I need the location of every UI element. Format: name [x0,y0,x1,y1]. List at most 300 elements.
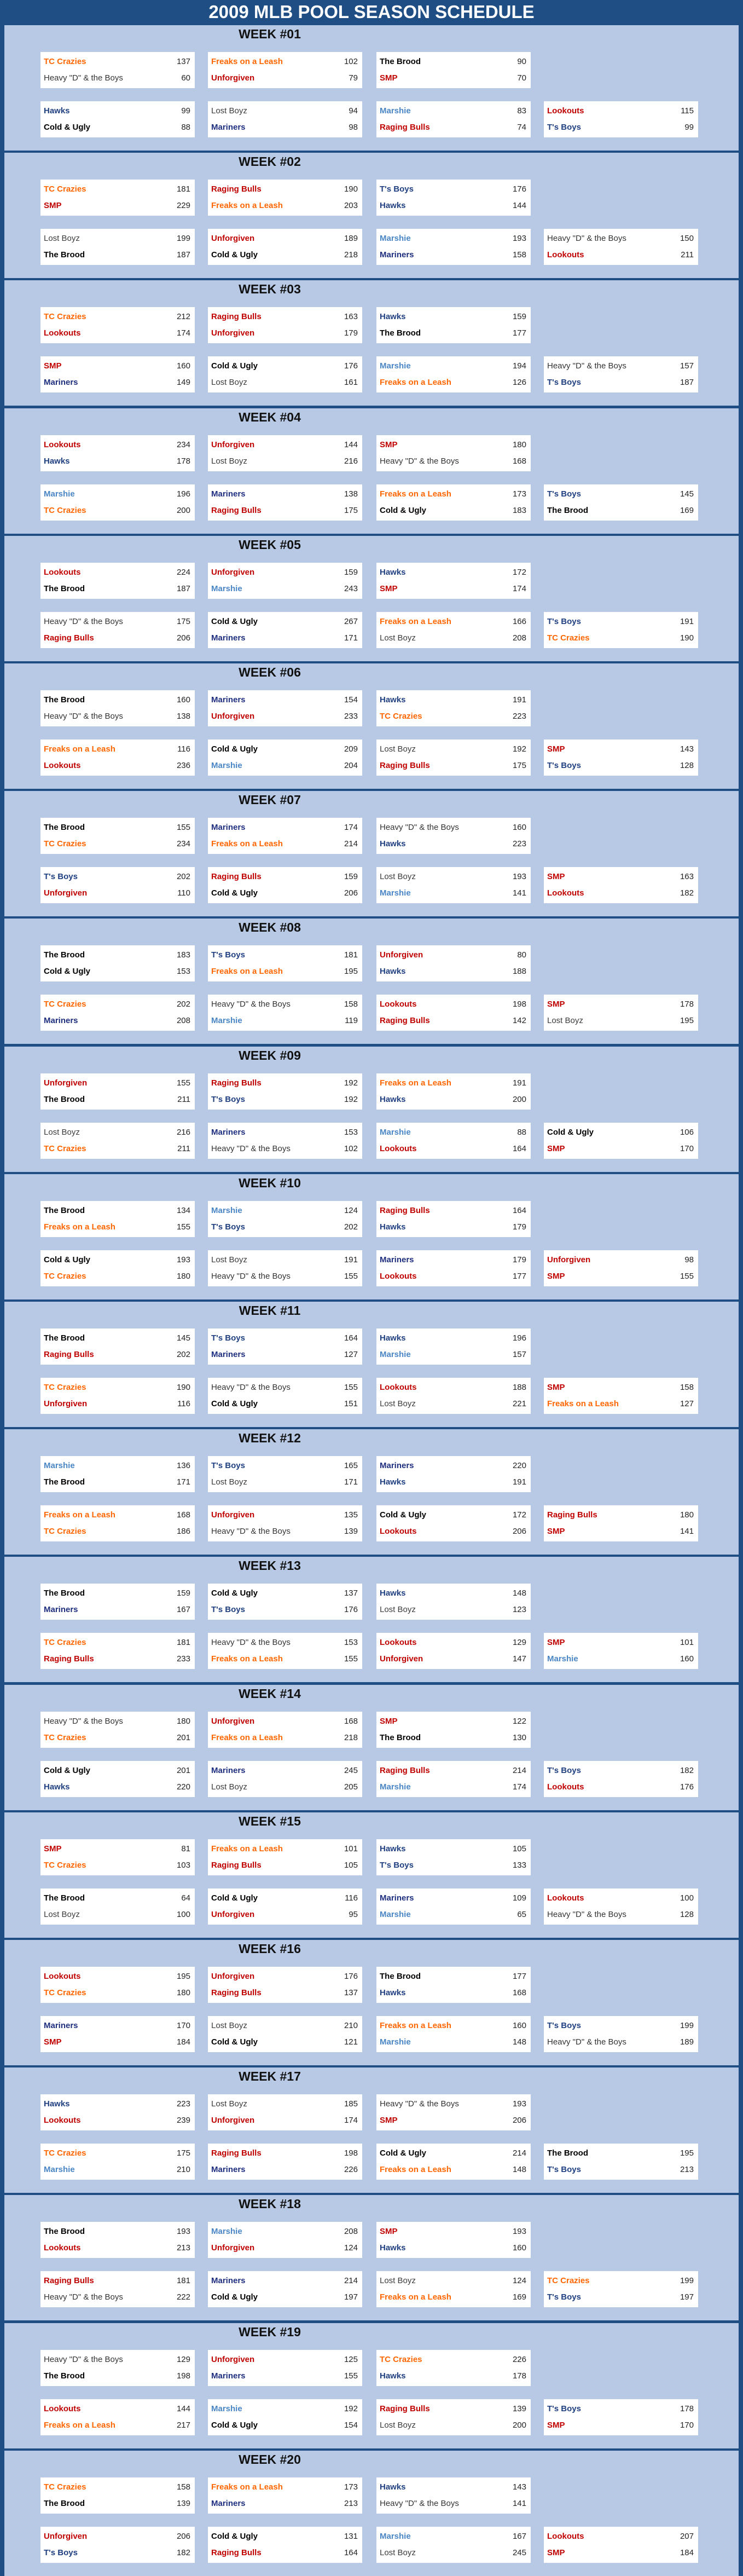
week-title: WEEK #05 [239,538,301,552]
team-score: 129 [176,2355,190,2364]
matchup-row [40,325,195,342]
matchup-row [208,2289,362,2306]
matchup-row [208,54,362,70]
team-name: SMP [44,201,62,210]
team-name: Unforgiven [211,2355,255,2364]
team-score: 170 [176,2021,190,2030]
matchup-row [376,54,531,70]
team-score: 221 [512,1399,526,1408]
team-name: TC Crazies [44,1144,86,1153]
matchup-card [40,1123,195,1159]
team-name: Heavy "D" & the Boys [211,1000,291,1009]
team-score: 192 [344,2404,358,2413]
matchup-row [376,1968,531,1985]
matchup-row [208,374,362,391]
matchup-row [40,1651,195,1667]
matchup-row [208,692,362,708]
matchup-row [40,1330,195,1347]
team-score: 106 [680,1128,694,1137]
team-score: 170 [680,1144,694,1153]
matchup-card [208,1250,362,1286]
team-name: Raging Bulls [380,123,430,132]
matchup-row [208,70,362,86]
team-name: Cold & Ugly [211,250,258,259]
matchup-row [544,885,698,902]
matchup-card [544,1633,698,1669]
team-score: 173 [344,2482,358,2492]
team-name: The Brood [44,584,85,593]
team-score: 98 [349,123,358,132]
team-name: Unforgiven [211,568,255,577]
matchup-row [40,1634,195,1651]
matchup-row [376,2496,531,2512]
team-name: T's Boys [547,378,581,387]
matchup-row [208,885,362,902]
team-score: 193 [512,234,526,243]
matchup-card [40,867,195,903]
matchup-card [208,1839,362,1875]
team-score: 168 [512,457,526,466]
team-score: 180 [176,1717,190,1726]
team-name: Lookouts [380,1383,417,1392]
team-name: Cold & Ugly [44,123,90,132]
matchup-row [208,1985,362,2001]
matchup-card [208,2350,362,2386]
matchup-row [208,119,362,136]
team-score: 181 [344,950,358,960]
team-score: 183 [176,950,190,960]
team-name: Lost Boyz [211,2021,247,2030]
team-name: SMP [380,1717,398,1726]
team-score: 155 [344,1654,358,1664]
team-score: 160 [512,2243,526,2252]
team-name: TC Crazies [380,2355,422,2364]
team-score: 172 [512,1510,526,1520]
team-name: Freaks on a Leash [44,1222,115,1232]
team-score: 159 [176,1589,190,1598]
team-score: 103 [176,1861,190,1870]
team-name: Raging Bulls [380,1766,430,1775]
matchup-card [376,2144,531,2180]
team-name: The Brood [44,823,85,832]
team-score: 144 [176,2404,190,2413]
team-name: Unforgiven [211,73,255,83]
team-score: 175 [512,761,526,770]
matchup-row [40,1585,195,1602]
matchup-row [208,2368,362,2384]
team-name: Raging Bulls [211,2148,262,2158]
team-name: Freaks on a Leash [380,617,451,626]
week-block [4,791,739,916]
team-name: TC Crazies [44,1733,86,1742]
matchup-row [376,2352,531,2368]
team-score: 191 [680,617,694,626]
matchup-card [376,1967,531,2003]
team-name: Lookouts [380,1272,417,1281]
matchup-row [544,2289,698,2306]
team-name: Mariners [211,2371,246,2381]
team-score: 157 [680,361,694,371]
team-score: 188 [512,1383,526,1392]
team-score: 155 [176,823,190,832]
team-score: 207 [680,2532,694,2541]
team-score: 180 [680,1510,694,1520]
team-name: Heavy "D" & the Boys [211,1638,291,1647]
matchup-card [208,1712,362,1748]
team-score: 145 [680,489,694,499]
matchup-row [208,1203,362,1219]
team-score: 173 [512,489,526,499]
matchup-card [376,1712,531,1748]
team-score: 216 [344,457,358,466]
team-score: 213 [344,2499,358,2508]
matchup-row [40,885,195,902]
team-score: 190 [680,633,694,643]
team-name: T's Boys [211,950,245,960]
week-block [4,919,739,1044]
matchup-row [544,1124,698,1141]
team-name: Unforgiven [211,1972,255,1981]
matchup-card [40,1633,195,1669]
matchup-card [376,1123,531,1159]
week-title: WEEK #11 [239,1303,301,1318]
matchup-card [208,2399,362,2435]
team-name: Unforgiven [44,1078,88,1088]
matchup-card [208,2477,362,2514]
team-name: Marshie [380,1910,411,1919]
team-score: 191 [512,1477,526,1487]
team-name: Lookouts [547,106,584,115]
matchup-row [208,1890,362,1907]
matchup-row [544,103,698,119]
team-score: 167 [176,1605,190,1614]
team-score: 100 [176,1910,190,1919]
matchup-card [544,1761,698,1797]
team-name: The Brood [44,1095,85,1104]
team-name: Unforgiven [211,712,255,721]
team-score: 178 [680,2404,694,2413]
team-score: 128 [680,1910,694,1919]
team-score: 202 [344,1222,358,1232]
matchup-row [40,247,195,263]
team-score: 223 [176,2099,190,2109]
team-name: Cold & Ugly [380,2148,426,2158]
team-name: Heavy "D" & the Boys [211,1527,291,1536]
team-name: Unforgiven [211,1717,255,1726]
matchup-row [376,1091,531,1108]
team-name: Mariners [44,2021,78,2030]
team-score: 176 [344,1972,358,1981]
team-score: 220 [176,1782,190,1792]
team-name: Heavy "D" & the Boys [44,1717,123,1726]
matchup-row [376,947,531,963]
team-score: 181 [176,184,190,194]
matchup-row [40,630,195,646]
week-block [4,408,739,534]
matchup-row [208,2162,362,2178]
matchup-card [208,1378,362,1414]
matchup-row [208,1379,362,1396]
team-score: 180 [176,1272,190,1281]
team-score: 137 [344,1988,358,1997]
team-score: 209 [344,744,358,754]
week-block [4,1429,739,1555]
team-score: 211 [177,1144,190,1153]
team-score: 176 [344,1605,358,1614]
team-score: 182 [176,2548,190,2557]
team-name: Raging Bulls [211,184,262,194]
matchup-row [40,2545,195,2561]
matchup-row [208,325,362,342]
team-name: Hawks [380,1222,406,1232]
matchup-row [544,1013,698,1029]
matchup-row [208,2145,362,2162]
team-score: 159 [344,872,358,881]
team-name: The Brood [44,1206,85,1215]
team-score: 174 [512,1782,526,1792]
matchup-row [376,1124,531,1141]
team-name: T's Boys [547,123,581,132]
team-name: Marshie [44,489,75,499]
matchup-row [376,1141,531,1157]
matchup-row [376,70,531,86]
team-score: 174 [344,823,358,832]
matchup-row [208,2034,362,2051]
matchup-row [544,1890,698,1907]
team-score: 192 [344,1095,358,1104]
team-score: 183 [512,506,526,515]
team-score: 145 [176,1333,190,1343]
team-name: Mariners [211,2165,246,2174]
team-name: Lookouts [380,1144,417,1153]
team-name: Mariners [44,1605,78,1614]
week-title: WEEK #14 [239,1686,301,1701]
team-name: Cold & Ugly [211,2421,258,2430]
team-name: SMP [380,584,398,593]
matchup-row [544,1141,698,1157]
team-name: Cold & Ugly [211,2532,258,2541]
team-score: 216 [176,1128,190,1137]
matchup-card [544,356,698,392]
matchup-row [376,2401,531,2417]
team-score: 124 [344,2243,358,2252]
matchup-card [208,435,362,471]
team-score: 178 [176,457,190,466]
matchup-card [40,1584,195,1620]
team-score: 160 [176,361,190,371]
matchup-row [208,2112,362,2129]
team-score: 187 [176,584,190,593]
matchup-card [544,101,698,137]
team-score: 101 [680,1638,694,1647]
team-name: T's Boys [547,617,581,626]
matchup-row [40,181,195,198]
team-score: 148 [512,1589,526,1598]
team-name: Hawks [44,106,70,115]
matchup-row [544,2145,698,2162]
team-score: 195 [680,1016,694,1025]
team-name: TC Crazies [44,1861,86,1870]
matchup-card [208,307,362,343]
matchup-card [376,1505,531,1541]
team-score: 133 [512,1861,526,1870]
team-name: Hawks [380,1988,406,1997]
team-score: 224 [176,568,190,577]
matchup-row [40,1779,195,1795]
week-title: WEEK #12 [239,1431,301,1445]
team-score: 199 [680,2276,694,2285]
matchup-row [40,1347,195,1363]
team-score: 239 [176,2116,190,2125]
team-score: 185 [344,2099,358,2109]
team-score: 196 [176,489,190,499]
team-name: Mariners [211,2499,246,2508]
matchup-card [40,2350,195,2386]
team-name: SMP [547,2421,565,2430]
team-score: 155 [176,1222,190,1232]
matchup-row [544,1396,698,1412]
matchup-row [376,2528,531,2545]
team-score: 213 [680,2165,694,2174]
team-score: 234 [176,440,190,449]
team-score: 182 [680,1766,694,1775]
team-name: Lost Boyz [211,457,247,466]
team-score: 197 [344,2292,358,2302]
matchup-row [40,70,195,86]
matchup-row [40,1968,195,1985]
team-score: 124 [344,1206,358,1215]
team-score: 160 [680,1654,694,1664]
team-name: Unforgiven [44,888,88,898]
team-name: The Brood [44,1477,85,1487]
matchup-card [40,1712,195,1748]
matchup-row [544,119,698,136]
matchup-card [376,435,531,471]
matchup-row [40,374,195,391]
page-title: 2009 MLB POOL SEASON SCHEDULE [0,0,743,24]
matchup-card [208,2222,362,2258]
matchup-card [376,1329,531,1365]
team-name: Lookouts [547,250,584,259]
matchup-card [544,612,698,648]
matchup-row [376,2223,531,2240]
team-score: 90 [517,57,526,66]
matchup-row [376,374,531,391]
matchup-row [376,2545,531,2561]
matchup-card [544,2271,698,2307]
matchup-row [376,453,531,470]
matchup-row [208,1713,362,1730]
team-name: Heavy "D" & the Boys [380,2099,459,2109]
team-score: 196 [512,1333,526,1343]
team-score: 144 [344,440,358,449]
team-name: Freaks on a Leash [44,2421,115,2430]
team-name: Lookouts [44,2404,81,2413]
team-name: The Brood [44,2371,85,2381]
team-name: Marshie [211,584,242,593]
week-block [4,280,739,406]
team-name: Heavy "D" & the Boys [44,2292,123,2302]
team-score: 150 [680,234,694,243]
team-name: Cold & Ugly [44,1766,90,1775]
team-name: Lost Boyz [380,744,416,754]
team-score: 126 [512,378,526,387]
team-name: Hawks [380,2371,406,2381]
matchup-card [544,2399,698,2435]
team-score: 210 [176,2165,190,2174]
team-name: Lookouts [547,1782,584,1792]
team-score: 191 [344,1255,358,1264]
week-title: WEEK #08 [239,920,301,934]
team-score: 168 [344,1717,358,1726]
matchup-row [376,198,531,214]
team-score: 159 [344,568,358,577]
matchup-row [544,358,698,374]
team-name: Freaks on a Leash [380,378,451,387]
team-score: 208 [344,2227,358,2236]
matchup-card [376,995,531,1031]
team-score: 206 [176,633,190,643]
matchup-card [208,945,362,981]
matchup-row [208,1268,362,1285]
team-score: 211 [177,1095,190,1104]
team-score: 147 [512,1654,526,1664]
matchup-card [208,740,362,776]
matchup-row [376,325,531,342]
team-score: 192 [344,1078,358,1088]
team-name: The Brood [380,1972,421,1981]
week-block [4,2323,739,2448]
team-name: Unforgiven [211,328,255,338]
team-score: 155 [344,1272,358,1281]
team-score: 70 [517,73,526,83]
matchup-card [40,2399,195,2435]
team-name: Mariners [211,123,246,132]
matchup-row [40,1857,195,1874]
team-score: 174 [176,328,190,338]
team-score: 233 [176,1654,190,1664]
team-name: TC Crazies [44,312,86,321]
team-name: Mariners [211,823,246,832]
matchup-row [40,1091,195,1108]
matchup-row [376,1507,531,1523]
matchup-card [40,307,195,343]
team-score: 199 [176,234,190,243]
team-name: T's Boys [211,1222,245,1232]
week-title: WEEK #13 [239,1558,301,1573]
matchup-row [40,836,195,852]
matchup-card [544,1378,698,1414]
matchup-row [376,1890,531,1907]
matchup-row [40,2417,195,2434]
team-score: 187 [176,250,190,259]
matchup-row [208,247,362,263]
team-score: 171 [176,1477,190,1487]
matchup-row [40,2145,195,2162]
matchup-row [208,1763,362,1779]
team-name: Unforgiven [44,2532,88,2541]
team-name: Lookouts [380,1527,417,1536]
team-score: 213 [176,2243,190,2252]
team-name: Heavy "D" & the Boys [380,823,459,832]
team-score: 158 [680,1383,694,1392]
team-score: 214 [512,2148,526,2158]
team-score: 88 [517,1128,526,1137]
matchup-card [40,1250,195,1286]
team-score: 122 [512,1717,526,1726]
team-name: T's Boys [211,1605,245,1614]
matchup-row [376,503,531,519]
